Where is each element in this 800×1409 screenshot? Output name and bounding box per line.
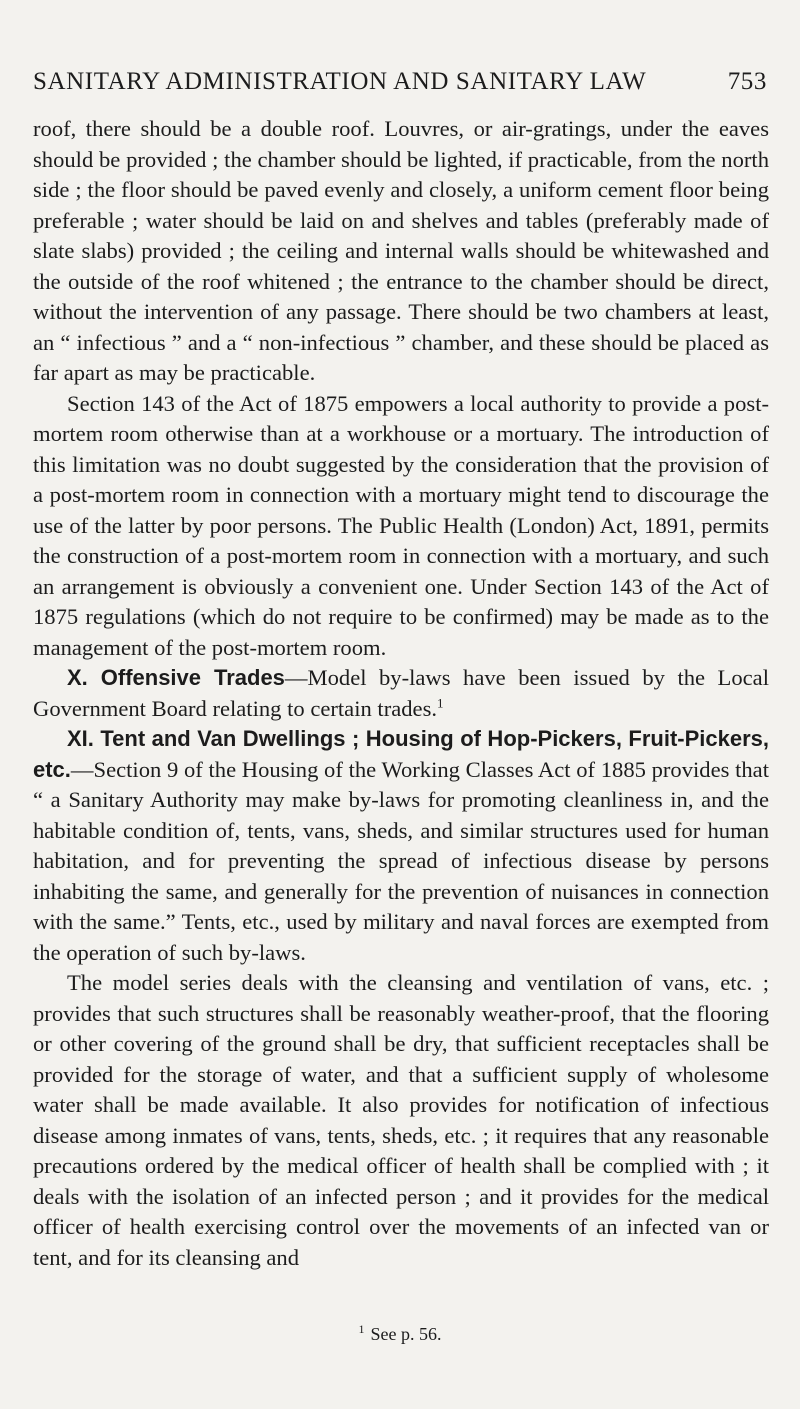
paragraph-tent-van-dwellings bbox=[33, 724, 769, 968]
paragraph-5: The model series deals with the cleansing and ventilation of vans, etc. ; provides that such structures shall be reasonably weather-proof, that the flooring or other covering of the ground shall be dry, that sufficient receptacles shall be provided for the storage of water, and that a sufficient supply of wholesome water shall be made available. It also provides for notification of infectious disease among inmates of vans, tents, sheds, etc. ; it requires that any reasonable precautions ordered by the medical officer of health shall be complied with ; it deals with the isolation of an infected person ; and it provides for the medical officer of health exercising control over the movements of an infected van or tent, and for its cleansing and bbox=[33, 970, 769, 1270]
paragraph-4-text: —Section 9 of the Housing of the Working Classes Act of 1885 provides that “ a Sanitary Authority may make by-laws for promoting cleanliness in, and the habitable condition of, tents, vans, sheds, and similar structures used for human habitation, and for preventing the spread of infectious disease by persons inhabiting the same, and generally for the prevention of nuisances in connection with the same.” Tents, etc., used by military and naval forces are exempted from the operation of such by-laws. bbox=[33, 756, 769, 965]
footnote-reference: 1 bbox=[437, 694, 444, 710]
section-heading-tent-van-dwellings: XI. Tent and Van Dwellings ; Housing of Hop-Pickers, Fruit-Pickers, etc. bbox=[33, 726, 769, 782]
footnote bbox=[0, 1322, 800, 1345]
paragraph-3-text: —Model by-laws have been issued by the Local Government Board relating to certain trades. bbox=[33, 665, 769, 721]
running-head bbox=[33, 68, 767, 96]
paragraph-2: Section 143 of the Act of 1875 empowers a local authority to provide a post-mortem room otherwise than at a workhouse or a mortuary. The introduction of this limitation was no doubt suggested by the consideration that the provision of a post-mortem room in connection with a mortuary might tend to discourage the use of the latter by poor persons. The Public Health (London) Act, 1891, permits the construction of a post-mortem room in connection with a mortuary, and such an arrangement is obviously a convenient one. Under Section 143 of the Act of 1875 regulations (which do not require to be confirmed) may be made as to the management of the post-mortem room. bbox=[33, 390, 769, 660]
page-number: 753 bbox=[727, 68, 767, 95]
section-heading-offensive-trades: X. Offensive Trades bbox=[67, 665, 285, 690]
body-text bbox=[33, 114, 769, 1273]
footnote-text: See p. 56. bbox=[370, 1324, 442, 1344]
paragraph-offensive-trades bbox=[33, 663, 769, 724]
footnote-mark: 1 bbox=[358, 1322, 365, 1336]
running-head-title: SANITARY ADMINISTRATION AND SANITARY LAW bbox=[33, 68, 647, 95]
paragraph-1: roof, there should be a double roof. Louvres, or air-gratings, under the eaves should be provided ; the chamber should be lighted, if practicable, from the north side ; the floor should be paved evenly and closely, a uniform cement floor being preferable ; water should be laid on and shelves and tables (preferably made of slate slabs) provided ; the ceiling and internal walls should be whitewashed and the outside of the roof whitened ; the entrance to the chamber should be direct, without the intervention of any passage. There should be two chambers at least, an “ infectious ” and a “ non-infectious ” chamber, and these should be placed as far apart as may be practicable. bbox=[33, 116, 769, 385]
